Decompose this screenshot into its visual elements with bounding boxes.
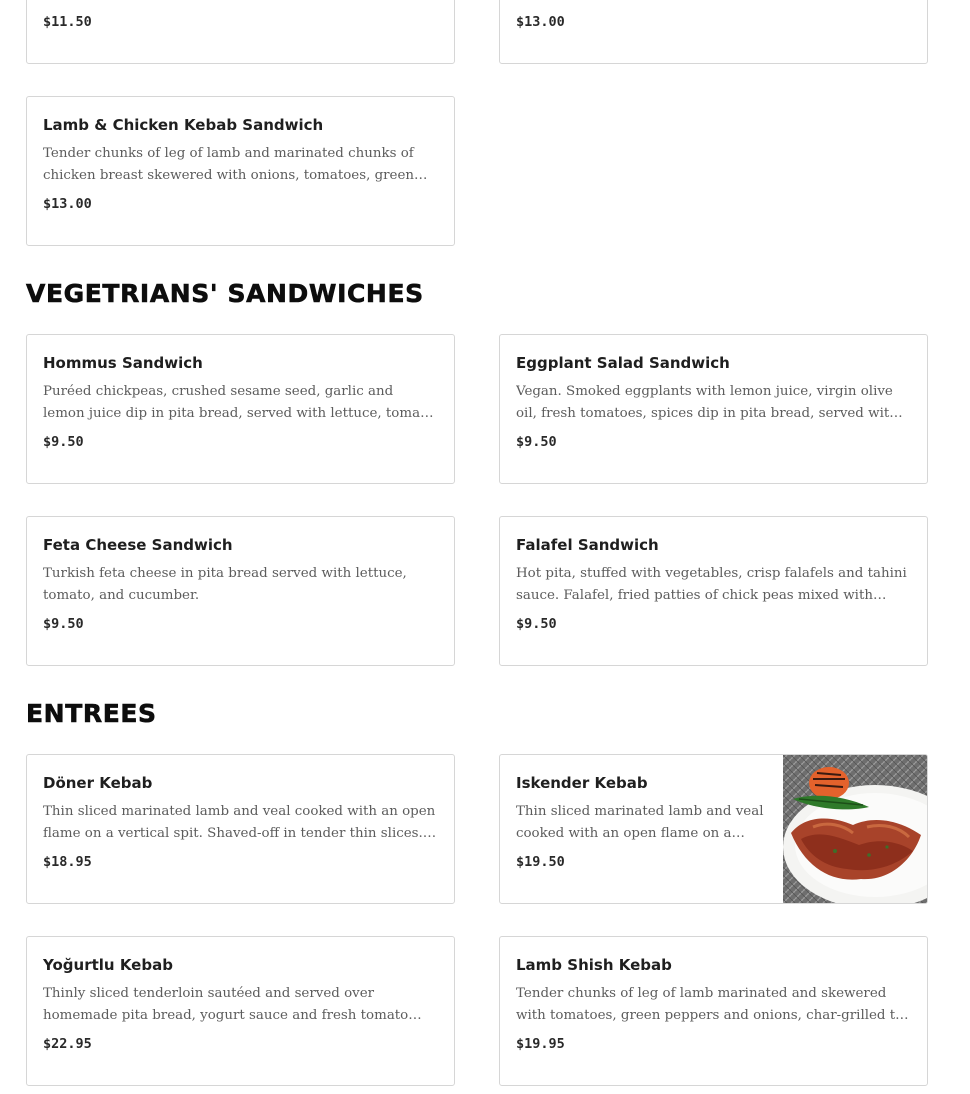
menu-item-card[interactable]: [26, 516, 455, 666]
menu-item-card[interactable]: [26, 936, 455, 1086]
section-title-entrees: ENTREES: [26, 699, 157, 728]
item-price: $9.50: [516, 616, 557, 632]
item-name: Eggplant Salad Sandwich: [516, 354, 730, 372]
item-name: Yoğurtlu Kebab: [43, 956, 173, 974]
item-price: $9.50: [43, 434, 84, 450]
menu-item-card[interactable]: [26, 334, 455, 484]
section-title-vegetarian: VEGETRIANS' SANDWICHES: [26, 279, 424, 308]
item-name: Feta Cheese Sandwich: [43, 536, 233, 554]
menu-item-card[interactable]: [499, 0, 928, 64]
item-price: $22.95: [43, 1036, 92, 1052]
kebab-plate-illustration: [783, 755, 927, 903]
menu-item-card[interactable]: [499, 936, 928, 1086]
item-name: Lamb & Chicken Kebab Sandwich: [43, 116, 324, 134]
menu-item-card[interactable]: [499, 754, 928, 904]
menu-item-card[interactable]: [499, 516, 928, 666]
menu-item-card[interactable]: [26, 0, 455, 64]
menu-item-card[interactable]: [26, 754, 455, 904]
kebab-plate-photo: [783, 755, 927, 903]
item-description: Turkish feta cheese in pita bread served with lettuce, tomato, and cucumber.: [43, 566, 407, 603]
item-price: $9.50: [43, 616, 84, 632]
item-price: $18.95: [43, 854, 92, 870]
item-description: Thin sliced marinated lamb and veal cooked with an open flame on a: [516, 804, 764, 841]
item-description: Hot pita, stuffed with vegetables, crisp falafels and tahini sauce. Falafel, fried patties of chick peas mixed with: [516, 566, 907, 603]
item-description: Thin sliced marinated lamb and veal cooked with an open flame on a vertical spit. Shaved-off in tender thin slices.…: [43, 804, 437, 841]
menu-item-card[interactable]: [499, 334, 928, 484]
item-price: $11.50: [43, 14, 92, 30]
item-price: $19.95: [516, 1036, 565, 1052]
item-description: Thinly sliced tenderloin sautéed and served over homemade pita bread, yogurt sauce and fresh tomato: [43, 986, 409, 1023]
item-price: $13.00: [43, 196, 92, 212]
item-name: Falafel Sandwich: [516, 536, 659, 554]
item-name: Hommus Sandwich: [43, 354, 203, 372]
item-price: $13.00: [516, 14, 565, 30]
menu-item-card[interactable]: [26, 96, 455, 246]
item-name: Lamb Shish Kebab: [516, 956, 672, 974]
item-description: Vegan. Smoked eggplants with lemon juice, virgin olive oil, fresh tomatoes, spices dip in pita bread, served with: [516, 384, 898, 421]
item-price: $9.50: [516, 434, 557, 450]
item-name: Döner Kebab: [43, 774, 153, 792]
item-price: $19.50: [516, 854, 565, 870]
item-name: Iskender Kebab: [516, 774, 648, 792]
item-description: Puréed chickpeas, crushed sesame seed, garlic and lemon juice dip in pita bread, served with lettuce, tomato,: [43, 384, 438, 421]
item-description: Tender chunks of leg of lamb marinated and skewered with tomatoes, green peppers and onions, char-grilled to: [516, 986, 904, 1023]
item-description: Tender chunks of leg of lamb and marinated chunks of chicken breast skewered with onions, tomatoes, green…: [43, 146, 428, 183]
